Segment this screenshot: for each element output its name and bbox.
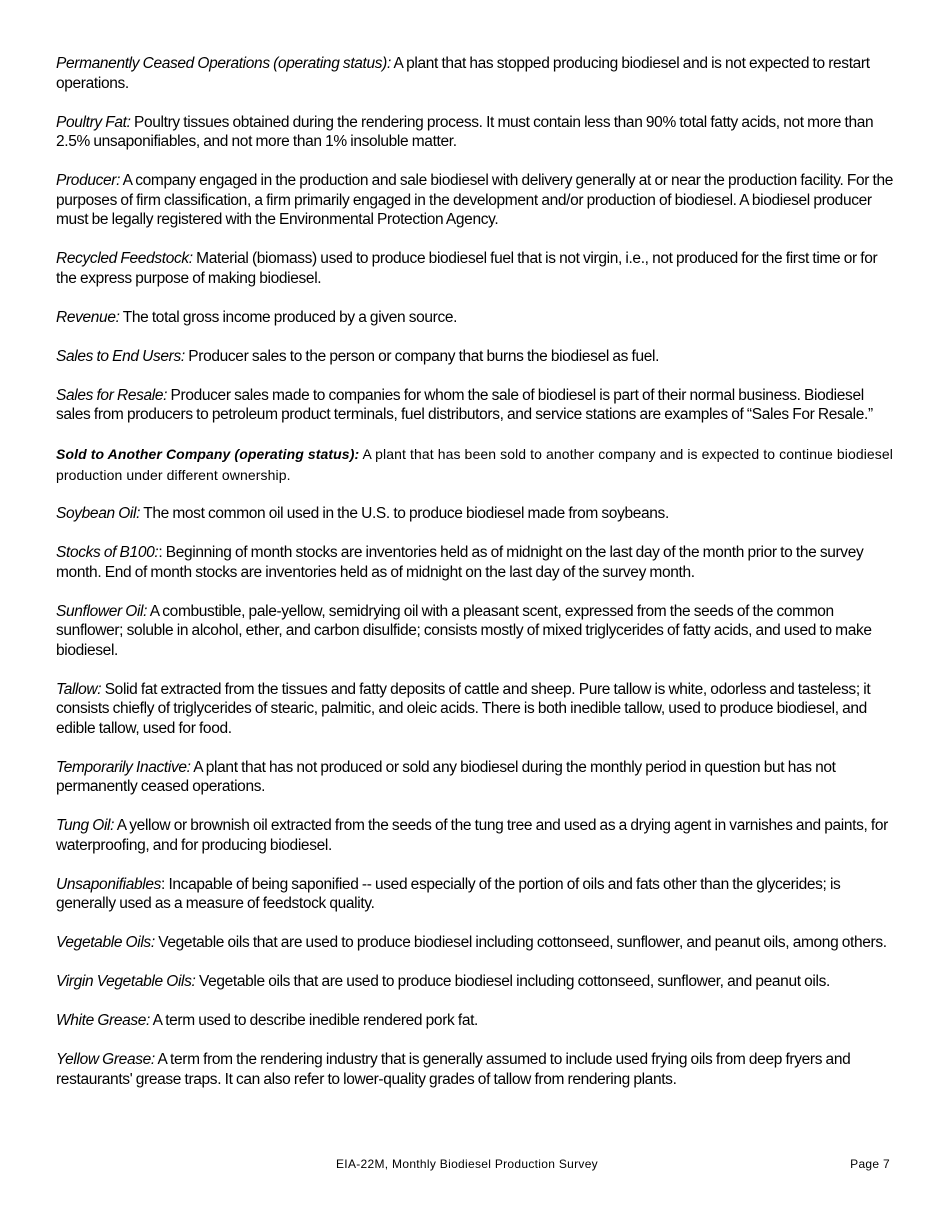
glossary-definition: A combustible, pale-yellow, semidrying oil with a pleasant scent, expressed from the seeds of the common sunflower; soluble in alcohol, ether, and carbon disulfide; consists mostly of mixed triglycerides of fatty acids, and used to make biodiesel. [56, 602, 872, 659]
glossary-entry [56, 54, 894, 93]
glossary-term: Tung Oil: [56, 817, 115, 834]
glossary-entry [56, 386, 894, 425]
glossary-definition: : Beginning of month stocks are inventories held as of midnight on the last day of the month prior to the survey month. End of month stocks are inventories held as of midnight on the last day of the survey month. [56, 544, 864, 581]
glossary-definition: A yellow or brownish oil extracted from the seeds of the tung tree and used as a drying agent in varnishes and paints, for waterproofing, and for producing biodiesel. [56, 817, 888, 854]
glossary-definition: Producer sales made to companies for whom the sale of biodiesel is part of their normal business. Biodiesel sales from producers to petroleum product terminals, fuel distributors, and service stations are examples of “Sales For Resale.” [56, 386, 873, 423]
glossary-entry [56, 504, 894, 524]
glossary-entry [56, 758, 894, 797]
glossary-definition: Material (biomass) used to produce biodiesel fuel that is not virgin, i.e., not produced for the first time or for the express purpose of making biodiesel. [56, 250, 878, 287]
glossary-term: Sunflower Oil: [56, 602, 148, 620]
footer-title: EIA-22M, Monthly Biodiesel Production Survey [336, 1157, 598, 1171]
glossary-definition: A term used to describe inedible rendered pork fat. [150, 1012, 478, 1029]
glossary-term: Recycled Feedstock: [56, 250, 193, 267]
glossary-term: Revenue: [56, 308, 120, 326]
glossary-definition: A term from the rendering industry that is generally assumed to include used frying oils from deep fryers and restaurants' grease traps. It can also refer to lower-quality grades of tallow from rendering plants. [56, 1051, 851, 1088]
glossary-entry [56, 444, 894, 486]
glossary-term: Sales for Resale: [56, 386, 168, 404]
glossary-entry [56, 308, 894, 328]
glossary-term: Virgin Vegetable Oils: [56, 973, 196, 990]
glossary-term: Sold to Another Company (operating status): [56, 446, 360, 462]
glossary-term: Soybean Oil: [56, 505, 141, 522]
glossary-term: Vegetable Oils: [56, 934, 155, 951]
glossary-term: Tallow: [56, 680, 102, 698]
glossary-definition: Vegetable oils that are used to produce biodiesel including cottonseed, sunflower, and peanut oils. [195, 973, 830, 990]
glossary-list [56, 54, 894, 1109]
glossary-definition: A plant that has not produced or sold any biodiesel during the monthly period in question but has not permanently ceased operations. [56, 758, 836, 795]
glossary-definition: Poultry tissues obtained during the rendering process. It must contain less than 90% total fatty acids, not more than 2.5% unsaponifiables, and not more than 1% insoluble matter. [56, 113, 874, 150]
glossary-entry [56, 347, 894, 367]
glossary-definition: : Incapable of being saponified -- used especially of the portion of oils and fats other than the glycerides; is generally used as a measure of feedstock quality. [56, 875, 841, 912]
glossary-entry [56, 543, 894, 582]
glossary-term: Sales to End Users: [56, 347, 185, 365]
glossary-entry [56, 1050, 894, 1089]
page-number: Page 7 [850, 1157, 890, 1171]
glossary-term: Temporarily Inactive: [56, 758, 191, 776]
glossary-entry [56, 933, 894, 953]
glossary-term: White Grease: [56, 1012, 151, 1029]
glossary-definition: The most common oil used in the U.S. to produce biodiesel made from soybeans. [140, 505, 669, 522]
glossary-definition: A company engaged in the production and sale biodiesel with delivery generally at or near the production facility. For the purposes of firm classification, a firm primarily engaged in the development and/or production of biodiesel. A biodiesel producer must be legally registered with the Environmental Protection Agency. [56, 172, 894, 228]
glossary-definition: Vegetable oils that are used to produce biodiesel including cottonseed, sunflower, and peanut oils, among others. [154, 934, 887, 951]
glossary-term: Permanently Ceased Operations (operating status): [56, 55, 391, 72]
glossary-entry [56, 1011, 894, 1031]
glossary-definition: Solid fat extracted from the tissues and fatty deposits of cattle and sheep. Pure tallow is white, odorless and tasteless; it consists chiefly of triglycerides of stearic, palmitic, and oleic acids. There is both inedible tallow, used to produce biodiesel, and edible tallow, used for food. [56, 680, 871, 737]
glossary-entry [56, 816, 894, 855]
glossary-definition: The total gross income produced by a given source. [119, 308, 458, 326]
glossary-definition: A plant that has been sold to another company and is expected to continue biodiesel production under different ownership. [56, 446, 894, 483]
glossary-entry [56, 972, 894, 992]
glossary-term: Unsaponifiables [56, 875, 162, 893]
glossary-term: Yellow Grease: [56, 1051, 155, 1068]
glossary-entry [56, 171, 894, 230]
glossary-entry [56, 875, 894, 914]
glossary-entry [56, 113, 894, 152]
glossary-term: Producer: [56, 172, 121, 189]
glossary-definition: Producer sales to the person or company that burns the biodiesel as fuel. [184, 347, 660, 365]
glossary-term: Stocks of B100: [56, 544, 159, 561]
glossary-entry [56, 680, 894, 739]
glossary-entry [56, 602, 894, 661]
glossary-entry [56, 249, 894, 288]
glossary-term: Poultry Fat: [56, 113, 131, 131]
glossary-definition: A plant that has stopped producing biodiesel and is not expected to restart operations. [56, 55, 870, 92]
